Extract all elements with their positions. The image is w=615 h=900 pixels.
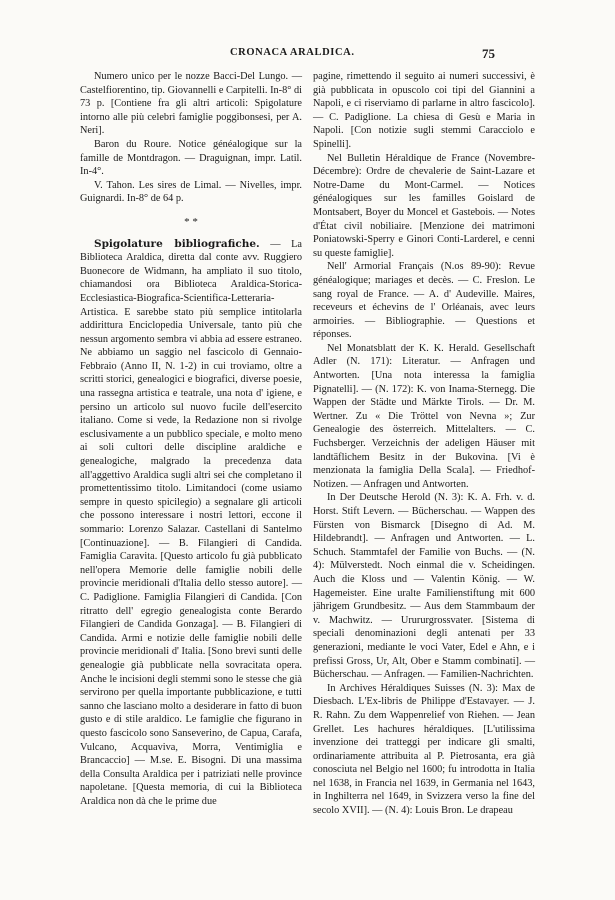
paragraph: Nel Bulletin Héraldique de France (Novembre-Décembre): Ordre de chevalerie de Saint-Lazare et Notre-Dame du Mont-Carmel. — Notices généalogiques sur les familles Goislard de Montsabert, Boyer du Moncel et Gastebois. — Notes d'État civil nobiliaire. [Menzione dei matrimoni Poniatowski-Sperry e Ginori Conti-Larderel, e cenni su queste famiglie].: [313, 152, 535, 259]
page-number: 75: [482, 46, 495, 61]
section-title: Spigolature bibliografiche.: [94, 237, 260, 250]
section-separator: * *: [184, 215, 198, 228]
paragraph: Nell' Armorial Français (N.os 89-90): Revue généalogique; mariages et decès. — C. Freslon. Le sang royal de France. — A. d' Audeville. Maires, receveurs et échevins de l' Orléanais, avec leurs armoiries. — Bibliographie. — Questions et réponses.: [313, 261, 535, 341]
paragraph: In Der Deutsche Herold (N. 3): K. A. Frh. v. d. Horst. Stift Levern. — Bücherschau. — Wappen des Fürsten von Bismarck [Disegno di Ad. M. Hildebrandt]. — Anfragen und Antworten. — L. Schuch. Stammtafel der Familie von Buchs. — (N. 4): Mülverstedt. Noch einmal die v. Scheidingen. Auch die Kloss und — Valentin König. — W. Hagemeister. Eine uralte Familienstiftung mit 600 jährigem Grundbesitz. — Aus dem Stammbaum der v. Machwitz. — Urururgrossvater. [Sistema di speciali denominazioni degli antenati per 33 generazioni, mediante le voci Vater, Edel e Ahn, e i prefissi Gross, Ur, Alt, Ober e Stamm combinati]. — Bücherschau. — Anfragen. — Familien-Nachrichten.: [313, 492, 535, 681]
paragraph: Nel Monatsblatt der K. K. Herald. Gesellschaft Adler (N. 171): Literatur. — Anfragen und Antworten. [Una nota interessa la famiglia Pignatelli]. — (N. 172): K. von Inama-Sternegg. Die Wappen der Städte und Märkte Tirols. — Dr. M. Wertner. Zu « Die Tröttel von Nevna »; Zur Genealogie des österreich. Mittelalters. — C. Fuchsberger. Verzeichnis der adeligen Häuser mit landtäflichem Besitz in der Bukovina. [Vi è menzionata la famiglia Della Scala]. — Friedhof-Notizen. — Anfragen und Antworten.: [313, 342, 535, 490]
bibliography-entry: Baron du Roure. Notice généalogique sur la famille de Montdragon. — Draguignan, impr. Latil. In-4°.: [80, 138, 302, 178]
bibliography-entry: V. Tahon. Les sires de Limal. — Nivelles, impr. Guignardi. In-8° de 64 p.: [80, 179, 302, 205]
right-column: [313, 70, 535, 818]
section-text: — La Biblioteca Araldica, diretta dal conte avv. Ruggiero Buonecore de Widmann, ha ampliato il suo titolo, chiamandosi ora Biblioteca Araldica-Storica-Ecclesiastica-Biografica-Scientifica-Letteraria-Artistica. E sarebbe stato più semplice intitolarla addirittura Enciclopedia Universale, tanto più che nessun argomento sembra vi abbia ad essere estraneo. Ne abbiamo un saggio nel fascicolo di Gennaio-Febbraio (Anno II, N. 1-2) in cui troviamo, oltre a scritti storici, genealogici e biografici, diverse poesie, una rassegna artistica e teatrale, una nota d' igiene, e persino un articolo sul nuovo fucile dell'esercito italiano. Come si vede, la Redazione non si rivolge esclusivamente a un pubblico speciale, e molto meno ai soli cultori delle discipline araldiche e genealogiche, malgrado la precedenza data all'aggettivo Araldica sugli altri sei che completano il promettentissimo titolo. Limitandoci (come usiamo sempre in questo spicilegio) a segnalare gli articoli che possono interessare i nostri lettori, eccone il sommario: Lorenzo Salazar. Castellani di Santelmo [Continuazione]. — B. Filangieri di Candida. Famiglia Caravita. [Questo articolo fu già pubblicato nell'opera Memorie delle famiglie nobili delle provincie meridionali d'Italia dello stesso autore]. — C. Padiglione. Famiglia Filangieri di Candida. [Con ritratto dell' egregio genealogista conte Berardo Filangieri de Candida Gonzaga]. — B. Filangieri di Candida. Armi e notizie delle famiglie nobili delle provincie meridionali d' Italia. [Sono brevi sunti delle genealogie già pubblicate nella sovracitata opera. Anche le incisioni degli stemmi sono le stesse che già servirono per quella importante pubblicazione, e tutti sanno che lasciano molto a desiderare in fatto di buon gusto e di stile araldico. Le famiglie che figurano in questo fascicolo sono Sanseverino, de Capua, Carafa, Vulcano, Acquaviva, Morra, Ventimiglia e Brancaccio] — M.se. E. Bisogni. Di una massima della Consulta Araldica per i patriziati nelle province napoletane. [Questa memoria, di cui la Biblioteca Araldica non dà che le prime due: [80, 238, 302, 807]
paragraph: pagine, rimettendo il seguito ai numeri successivi, è già pubblicata in opuscolo coi tipi del Giannini a Napoli, e ci riserviamo di parlarne in altro fascicolo]. — C. Padiglione. La chiesa di Gesù e Maria in Napoli. [Con notizie sugli stemmi Caracciolo e Spinelli].: [313, 71, 535, 150]
paragraph: In Archives Héraldiques Suisses (N. 3): Max de Diesbach. L'Ex-libris de Philippe d'Estavayer. — J. R. Rahn. Zu dem Wappenrelief von Riehen. — Jean Grellet. Les hachures héraldiques. [L'utilissima invenzione dei tratteggi per indicare gli smalti, ordinariamente attribuita al P. Pietrosanta, era già conosciuta nel Belgio nel 1600; fu introdotta in Italia nel 1638, in Francia nel 1639, in Germania nel 1643, in Inghilterra nel 1649, in Svizzera verso la fine del secolo XVII]. — (N. 4): Louis Bron. Le drapeau: [313, 682, 535, 817]
bibliography-entry: Numero unico per le nozze Bacci-Del Lungo. — Castelfiorentino, tip. Giovannelli e Carpitelli. In-8° di 73 p. [Contiene fra gli altri articoli: Spigolature intorno alle più celebri famiglie poggibonsesi, per A. Neri].: [80, 71, 302, 137]
section-paragraph: [80, 238, 302, 809]
page-header: [0, 47, 615, 63]
running-title: CRONACA ARALDICA.: [230, 47, 355, 58]
left-column: [80, 70, 302, 808]
